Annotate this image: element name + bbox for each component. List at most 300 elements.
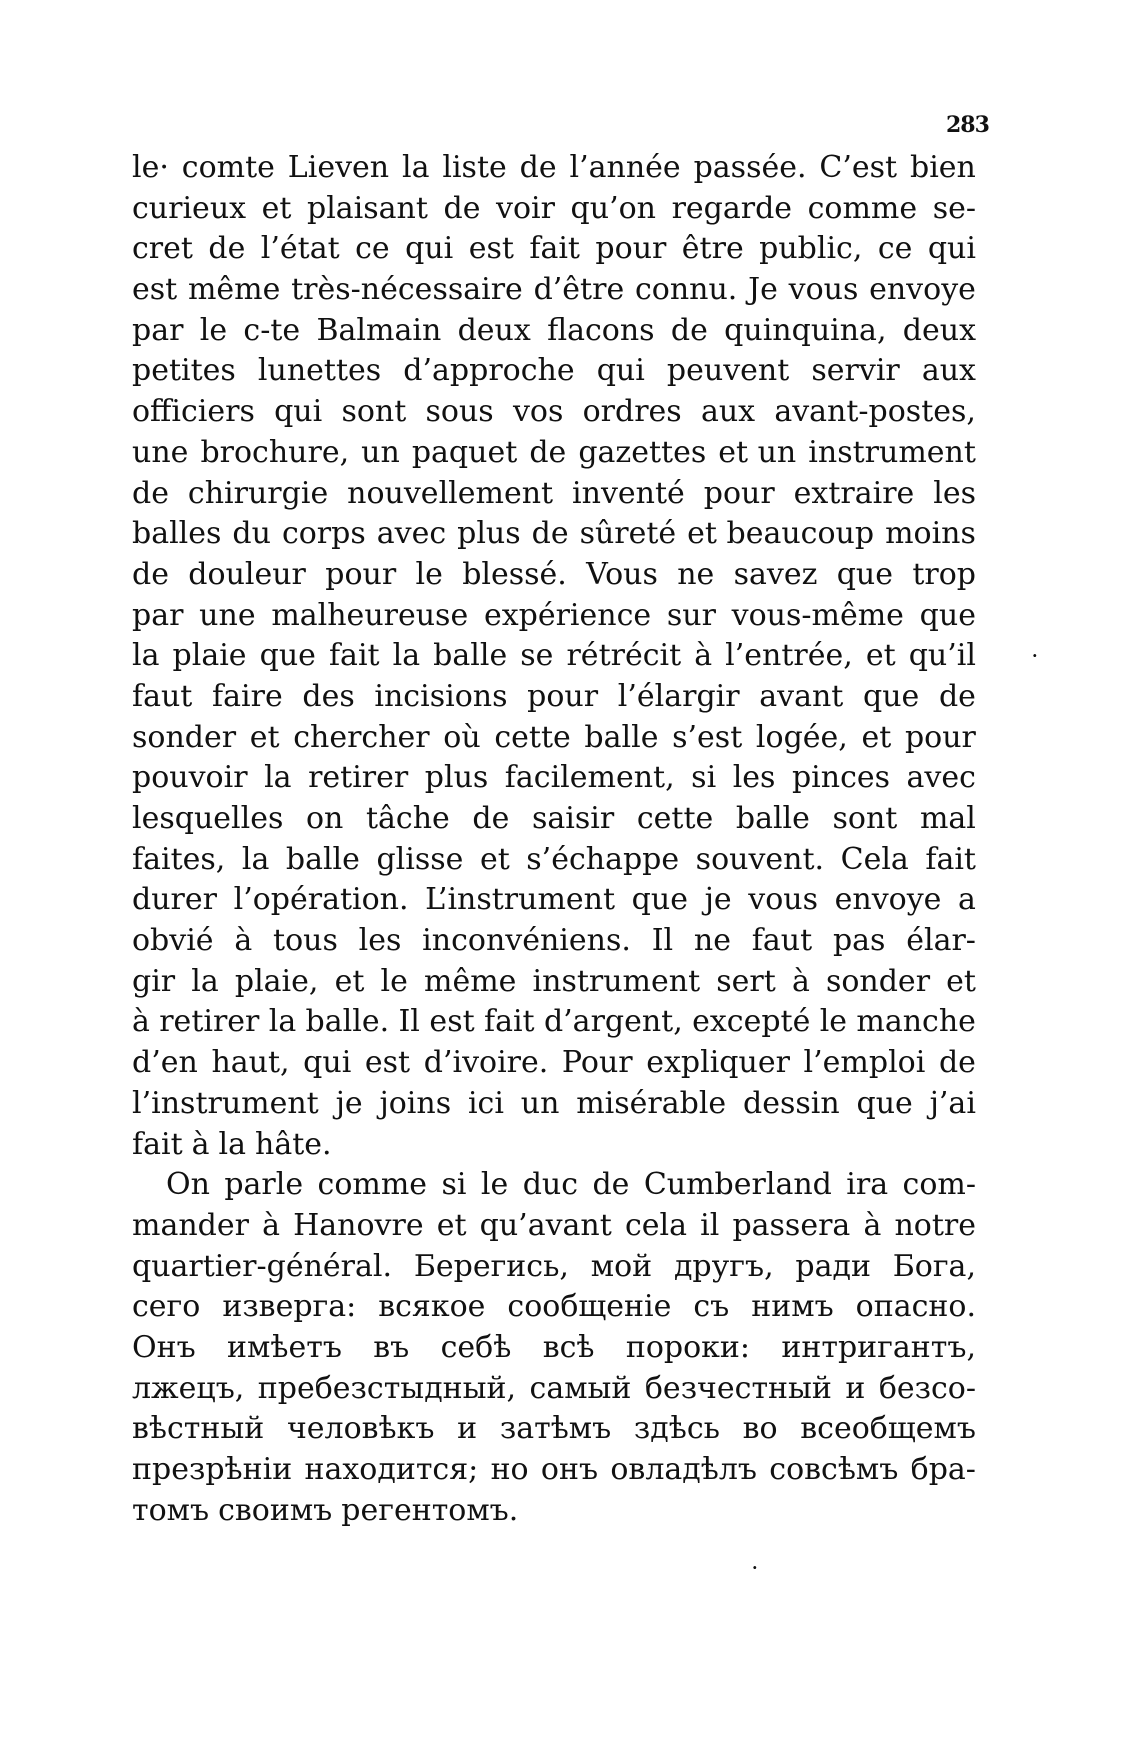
- text-line: [132, 148, 976, 189]
- word: à: [262, 1207, 280, 1243]
- text-line: [132, 1043, 976, 1084]
- word: On: [166, 1167, 210, 1203]
- word: самый: [529, 1370, 632, 1406]
- word: sert: [716, 963, 776, 999]
- word: la: [268, 1004, 297, 1040]
- word: pour: [595, 231, 667, 267]
- word: ne: [693, 923, 731, 959]
- word: находится;: [304, 1452, 479, 1487]
- word: une: [132, 434, 189, 470]
- word: de: [472, 801, 510, 836]
- word: sous: [425, 394, 494, 430]
- word: avant: [759, 678, 844, 714]
- word: officiers: [132, 394, 255, 430]
- word: de: [443, 190, 481, 226]
- word: l’opération.: [233, 882, 409, 918]
- word: comme: [317, 1167, 428, 1203]
- word: безсо-: [878, 1370, 976, 1406]
- word: rétrécit: [566, 638, 682, 674]
- word: d’ivoire.: [423, 1045, 549, 1081]
- word: cret: [132, 231, 193, 267]
- word: balle: [285, 841, 360, 877]
- text-line: [132, 270, 976, 311]
- word: Cumberland: [643, 1167, 832, 1203]
- word: plaie,: [234, 963, 319, 999]
- word: le·: [132, 150, 169, 185]
- word: com-: [902, 1167, 976, 1203]
- text-line: [132, 1084, 976, 1125]
- word: balle: [735, 801, 810, 836]
- text-line: [132, 392, 976, 433]
- word: des: [302, 678, 355, 714]
- word: plaie: [172, 638, 247, 674]
- text-line: [132, 718, 976, 759]
- word: ce: [877, 231, 913, 267]
- word: изверга:: [222, 1289, 357, 1325]
- word: регентомъ.: [341, 1492, 519, 1528]
- word: сего: [132, 1289, 201, 1325]
- word: qui: [596, 353, 645, 389]
- word: de: [529, 434, 567, 470]
- word: inconvéniens.: [422, 923, 631, 959]
- word: et: [436, 1207, 467, 1243]
- word: les: [732, 760, 776, 796]
- word: sont: [832, 801, 898, 836]
- text-line: [132, 1002, 976, 1043]
- text-line: [132, 677, 976, 718]
- word: всякое: [378, 1289, 486, 1325]
- text-line: [132, 921, 976, 962]
- word: peuvent: [666, 353, 790, 389]
- word: expliquer: [646, 1045, 790, 1081]
- word: dessin: [743, 1085, 840, 1121]
- word: l’emploi: [803, 1045, 926, 1081]
- body-text: [132, 148, 976, 1531]
- word: tâche: [365, 801, 450, 836]
- word: bien: [910, 150, 976, 185]
- word: sont: [341, 394, 407, 430]
- word: s’est: [672, 719, 743, 755]
- word: malheureuse: [271, 597, 469, 633]
- word: совсѣмъ: [769, 1452, 899, 1487]
- word: безчестный: [644, 1370, 832, 1406]
- word: qui: [405, 231, 454, 267]
- word: Бога,: [892, 1248, 976, 1284]
- text-line: [132, 189, 976, 230]
- word: duc: [522, 1167, 579, 1203]
- word: balles: [132, 516, 222, 552]
- word: ici: [467, 1085, 504, 1121]
- word: par: [132, 597, 184, 633]
- word: obvié: [132, 923, 214, 959]
- word: et: [865, 638, 896, 674]
- word: les: [358, 923, 402, 959]
- word: un: [520, 1085, 560, 1121]
- word: lesquelles: [132, 801, 284, 836]
- word: envoye: [869, 272, 976, 308]
- word: regarde: [671, 190, 793, 226]
- word: que: [631, 882, 688, 918]
- word: est: [132, 272, 178, 308]
- text-line: [132, 555, 976, 596]
- text-line: [132, 596, 976, 637]
- word: incisions: [374, 678, 508, 714]
- word: est: [468, 231, 514, 267]
- word: Il: [651, 923, 674, 959]
- word: passera: [732, 1207, 851, 1243]
- page-number: 283: [946, 112, 989, 138]
- word: cette: [494, 719, 571, 755]
- word: que: [919, 597, 976, 633]
- word: d’argent,: [543, 1004, 683, 1040]
- word: souvent.: [695, 841, 825, 877]
- word: par: [132, 312, 184, 348]
- word: élar-: [906, 923, 976, 959]
- word: Pour: [561, 1045, 633, 1081]
- word: moins: [885, 516, 976, 552]
- word: pour: [527, 678, 599, 714]
- word: de: [670, 312, 708, 348]
- word: Cela: [840, 841, 909, 877]
- word: même: [424, 963, 517, 999]
- word: se: [520, 638, 554, 674]
- word: aux: [921, 353, 976, 389]
- word: même: [187, 272, 281, 308]
- word: sur: [666, 597, 716, 633]
- text-line: [132, 1491, 976, 1532]
- word: haut,: [211, 1045, 290, 1081]
- word: extraire: [793, 475, 915, 511]
- word: je: [704, 882, 732, 918]
- text-line: [132, 229, 976, 270]
- word: Vous: [586, 556, 658, 592]
- word: est: [364, 1045, 411, 1081]
- word: pour: [703, 475, 775, 511]
- word: сообщеніе: [507, 1289, 672, 1325]
- word: sonder: [132, 719, 237, 755]
- word: ce: [355, 231, 390, 267]
- word: de: [938, 678, 976, 714]
- text-line: [132, 1409, 976, 1450]
- word: gir: [132, 963, 176, 999]
- word: misérable: [576, 1085, 727, 1121]
- word: faites,: [132, 841, 226, 877]
- text-line: [132, 1165, 976, 1206]
- text-line: [132, 840, 976, 881]
- word: où: [443, 719, 481, 755]
- word: et: [261, 190, 292, 226]
- word: d’en: [132, 1045, 198, 1081]
- word: Balmain: [316, 312, 442, 348]
- text-line: [132, 514, 976, 555]
- margin-mark-bottom: ·: [752, 1558, 758, 1577]
- word: pour: [904, 719, 976, 755]
- word: si: [691, 760, 717, 796]
- word: blessé.: [462, 556, 567, 592]
- word: pour: [325, 556, 397, 592]
- word: passée.: [693, 150, 807, 185]
- word: mander: [132, 1207, 249, 1243]
- word: et: [946, 963, 976, 999]
- word: Je: [748, 272, 778, 308]
- word: qui: [303, 1045, 352, 1081]
- word: всѣ: [542, 1329, 595, 1365]
- word: de: [132, 556, 169, 592]
- word: fait: [925, 841, 976, 877]
- word: mal: [919, 801, 976, 836]
- word: но: [490, 1452, 529, 1487]
- word: de: [208, 231, 246, 267]
- word: curieux: [132, 190, 247, 226]
- word: notre: [894, 1207, 976, 1243]
- word: и: [845, 1370, 866, 1406]
- word: ordres: [582, 394, 682, 430]
- word: d’approche: [403, 353, 575, 389]
- word: comte: [181, 150, 275, 185]
- word: L’instrument: [425, 882, 616, 918]
- word: et beaucoup: [687, 516, 875, 552]
- word: s’échappe: [526, 841, 680, 877]
- word: мой: [590, 1248, 653, 1284]
- word: balle.: [305, 1004, 390, 1040]
- word: aux: [700, 394, 756, 430]
- word: себѣ: [440, 1329, 512, 1365]
- word: faut: [132, 678, 193, 714]
- word: vous: [788, 272, 859, 308]
- word: et un: [718, 434, 797, 470]
- word: пороки:: [625, 1329, 751, 1365]
- word: inventé: [572, 475, 685, 511]
- word: la: [218, 1126, 247, 1162]
- word: à: [791, 963, 810, 999]
- word: public,: [759, 231, 863, 267]
- word: un: [361, 434, 400, 470]
- word: logée,: [755, 719, 848, 755]
- word: la: [132, 638, 160, 674]
- word: vous-même: [731, 597, 904, 633]
- word: il: [700, 1207, 720, 1243]
- word: de: [938, 1045, 976, 1081]
- word: que: [259, 638, 316, 674]
- text-line: [132, 880, 976, 921]
- word: hâte.: [255, 1126, 332, 1162]
- word: бра-: [910, 1452, 976, 1487]
- text-line: [132, 1450, 976, 1491]
- word: expérience: [483, 597, 652, 633]
- word: всеобщемъ: [800, 1411, 976, 1447]
- word: томъ: [132, 1492, 210, 1528]
- text-line: [132, 351, 976, 392]
- word: la: [264, 760, 292, 796]
- word: qu’on: [570, 190, 656, 226]
- word: pas: [832, 923, 886, 959]
- word: gazettes: [578, 434, 707, 470]
- word: le: [199, 312, 228, 348]
- word: servir: [811, 353, 900, 389]
- word: c-te: [243, 312, 301, 348]
- text-line: [132, 1206, 976, 1247]
- word: la: [392, 638, 421, 674]
- word: si: [441, 1167, 467, 1203]
- word: tous: [273, 923, 338, 959]
- word: la: [191, 963, 219, 999]
- word: plus: [424, 760, 489, 796]
- word: liste: [442, 150, 507, 185]
- word: saisir: [532, 801, 615, 836]
- word: quinquina,: [724, 312, 887, 348]
- word: à: [191, 1126, 210, 1162]
- word: durer: [132, 882, 217, 918]
- word: je: [335, 1085, 363, 1121]
- word: avant-postes,: [774, 394, 976, 430]
- word: connu.: [634, 272, 738, 308]
- word: cette: [636, 801, 714, 836]
- word: du: [232, 516, 271, 552]
- word: plaisant: [307, 190, 428, 226]
- word: faire: [212, 678, 283, 714]
- word: qui: [927, 231, 976, 267]
- word: ira: [846, 1167, 889, 1203]
- word: retirer: [308, 760, 409, 796]
- word: здѣсь: [633, 1411, 720, 1447]
- word: retirer: [159, 1004, 260, 1040]
- word: plus: [457, 516, 521, 552]
- word: онъ: [540, 1452, 599, 1487]
- word: ne: [677, 556, 715, 592]
- word: les: [933, 475, 976, 511]
- word: quartier-général.: [132, 1248, 393, 1284]
- word: deux: [902, 312, 976, 348]
- text-line: [132, 474, 976, 515]
- word: sûreté: [579, 516, 677, 552]
- margin-mark-right: ·: [1032, 646, 1038, 665]
- word: être: [681, 231, 744, 267]
- word: voir: [496, 190, 555, 226]
- word: vos: [512, 394, 564, 430]
- word: que: [836, 556, 893, 592]
- word: pouvoir: [132, 760, 248, 796]
- word: avec: [376, 516, 447, 552]
- word: comme: [807, 190, 918, 226]
- word: d’être: [533, 272, 625, 308]
- word: que: [856, 1085, 913, 1121]
- word: se-: [932, 190, 976, 226]
- word: cela: [624, 1207, 687, 1243]
- word: une: [199, 597, 256, 633]
- word: chercher: [293, 719, 430, 755]
- word: Онъ: [132, 1329, 196, 1365]
- text-line: [132, 311, 976, 352]
- word: sonder: [825, 963, 931, 999]
- text-line: [132, 799, 976, 840]
- word: joins: [379, 1085, 452, 1121]
- word: avec: [906, 760, 976, 796]
- word: ради: [795, 1248, 871, 1284]
- word: à: [694, 638, 713, 674]
- word: l’état: [260, 231, 340, 267]
- word: a: [958, 882, 976, 918]
- word: à: [132, 1004, 150, 1040]
- word: l’élargir: [617, 678, 740, 714]
- text-line: [132, 1369, 976, 1410]
- word: à: [234, 923, 253, 959]
- word: faut: [751, 923, 813, 959]
- word: qu’il: [908, 638, 976, 674]
- word: et: [861, 719, 892, 755]
- word: fait: [328, 638, 380, 674]
- word: вѣстный: [132, 1411, 265, 1447]
- word: excepté: [692, 1004, 811, 1040]
- text-line: [132, 1328, 976, 1369]
- word: à: [863, 1207, 882, 1243]
- word: своимъ: [218, 1492, 333, 1528]
- text-line: [132, 1287, 976, 1328]
- text-line: [132, 433, 976, 474]
- word: de: [519, 150, 557, 185]
- word: chirurgie: [187, 475, 329, 511]
- word: envoye: [834, 882, 942, 918]
- word: corps: [281, 516, 366, 552]
- word: paquet: [411, 434, 518, 470]
- text-line: [132, 962, 976, 1003]
- word: lunettes: [257, 353, 382, 389]
- word: во: [742, 1411, 778, 1447]
- word: опасно.: [855, 1289, 976, 1325]
- word: и: [457, 1411, 478, 1447]
- word: flacons: [547, 312, 655, 348]
- word: le: [380, 963, 408, 999]
- word: въ: [373, 1329, 410, 1365]
- word: нимъ: [751, 1289, 834, 1325]
- word: l’entrée,: [725, 638, 853, 674]
- word: et: [334, 963, 365, 999]
- word: le: [415, 556, 443, 592]
- word: facilement,: [504, 760, 675, 796]
- word: on: [305, 801, 344, 836]
- text-line: [132, 1247, 976, 1288]
- word: brochure,: [200, 434, 350, 470]
- text-line: [132, 636, 976, 677]
- word: instrument: [532, 963, 701, 999]
- word: съ: [693, 1289, 730, 1325]
- word: qui: [274, 394, 323, 430]
- word: Il est: [398, 1004, 475, 1040]
- word: trop: [912, 556, 976, 592]
- word: fait: [483, 1004, 535, 1040]
- word: le: [819, 1004, 848, 1040]
- text-line: [132, 1125, 976, 1166]
- word: la: [241, 841, 270, 877]
- word: pinces: [791, 760, 891, 796]
- word: très-nécessaire: [291, 272, 523, 308]
- word: затѣмъ: [499, 1411, 612, 1447]
- word: l’année: [569, 150, 681, 185]
- word: de: [592, 1167, 630, 1203]
- word: manche: [856, 1004, 976, 1040]
- word: balle: [584, 719, 659, 755]
- word: de: [132, 475, 169, 511]
- word: Lieven: [287, 150, 390, 185]
- word: овладѣлъ: [610, 1452, 757, 1487]
- word: nouvellement: [347, 475, 554, 511]
- word: que: [863, 678, 920, 714]
- word: l’instrument: [132, 1085, 319, 1121]
- word: имѣетъ: [227, 1329, 342, 1365]
- word: j’ai: [929, 1085, 976, 1121]
- word: parle: [224, 1167, 304, 1203]
- word: презрѣніи: [132, 1452, 293, 1487]
- word: la: [401, 150, 430, 185]
